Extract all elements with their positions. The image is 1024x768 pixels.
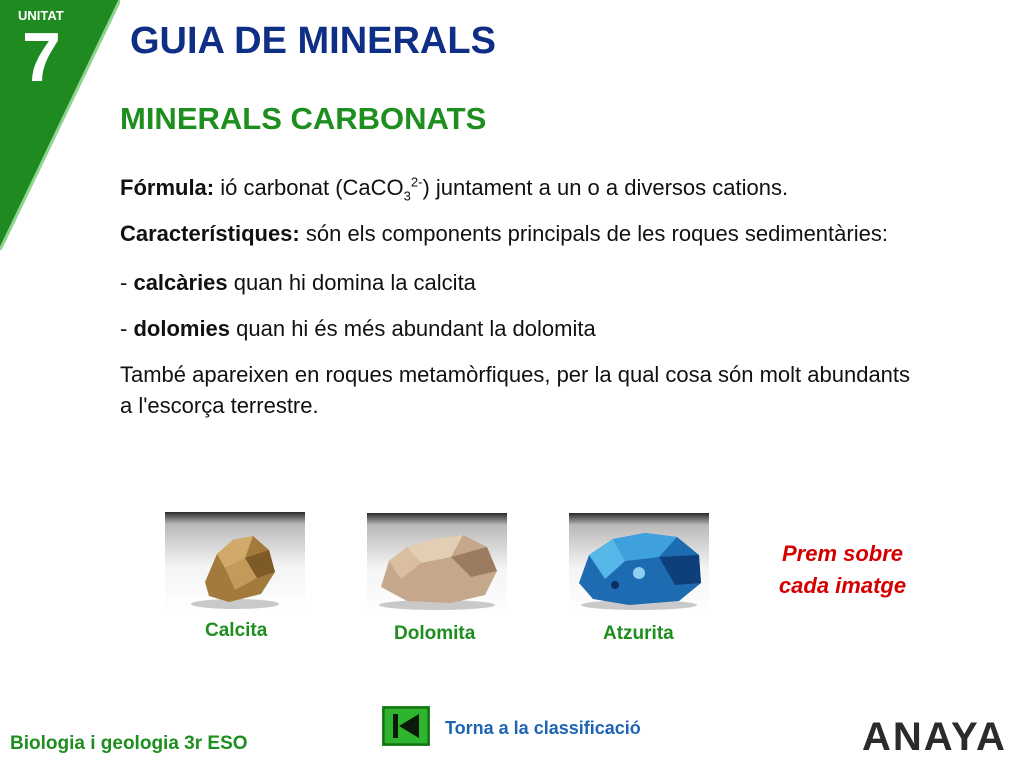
formula-paragraph bbox=[120, 172, 920, 203]
anaya-logo bbox=[862, 716, 1008, 756]
dolomita-caption[interactable]: Dolomita bbox=[394, 623, 476, 644]
atzurita-caption[interactable]: Atzurita bbox=[603, 623, 674, 644]
formula-label: Fórmula: bbox=[120, 175, 215, 200]
hint-line-1: Prem sobre bbox=[781, 541, 904, 566]
formula-text-before: ió carbonat (CaCO bbox=[214, 175, 404, 200]
bullet-term: dolomies bbox=[133, 316, 231, 341]
back-to-classification-button[interactable] bbox=[382, 706, 430, 746]
click-hint bbox=[760, 538, 925, 602]
calcita-image[interactable] bbox=[165, 512, 305, 612]
dolomita-image[interactable] bbox=[367, 513, 507, 613]
characteristics-text: són els components principals de les roques sedimentàries: bbox=[299, 221, 888, 246]
also-paragraph: També apareixen en roques metamòrfiques, per la qual cosa són molt abundants a l'escorça terrestre. bbox=[120, 362, 911, 418]
back-to-classification-link[interactable]: Torna a la classificació bbox=[445, 718, 641, 738]
bullet-calcaries bbox=[120, 267, 920, 298]
bullet-prefix: - bbox=[120, 316, 134, 341]
bullet-rest: quan hi domina la calcita bbox=[227, 270, 476, 295]
mineral-calcita-button[interactable] bbox=[165, 512, 305, 641]
bullet-prefix: - bbox=[120, 270, 134, 295]
calcita-caption[interactable]: Calcita bbox=[205, 620, 268, 641]
bullet-rest: quan hi és més abundant la dolomita bbox=[230, 316, 596, 341]
bullet-dolomies bbox=[120, 313, 920, 344]
characteristics-paragraph bbox=[120, 218, 920, 249]
section-subtitle: MINERALS CARBONATS bbox=[120, 101, 487, 136]
skip-back-icon[interactable] bbox=[382, 706, 430, 746]
unit-number: 7 bbox=[22, 18, 61, 96]
formula-text-after: ) juntament a un o a diversos cations. bbox=[422, 175, 789, 200]
course-label: Biologia i geologia 3r ESO bbox=[10, 733, 248, 754]
mineral-dolomita-button[interactable] bbox=[367, 513, 507, 644]
bullet-term: calcàries bbox=[133, 270, 228, 295]
page-title: GUIA DE MINERALS bbox=[130, 20, 496, 62]
formula-subscript: 3 bbox=[403, 188, 411, 204]
formula-superscript: 2- bbox=[410, 174, 423, 190]
atzurita-image[interactable] bbox=[569, 513, 709, 613]
hint-line-2: cada imatge bbox=[778, 573, 907, 598]
mineral-atzurita-button[interactable] bbox=[569, 513, 709, 644]
anaya-logo-text: ANAYA bbox=[862, 716, 1007, 756]
description-text bbox=[120, 172, 920, 439]
unit-label: UNITAT bbox=[18, 8, 64, 23]
characteristics-label: Característiques: bbox=[120, 221, 300, 246]
